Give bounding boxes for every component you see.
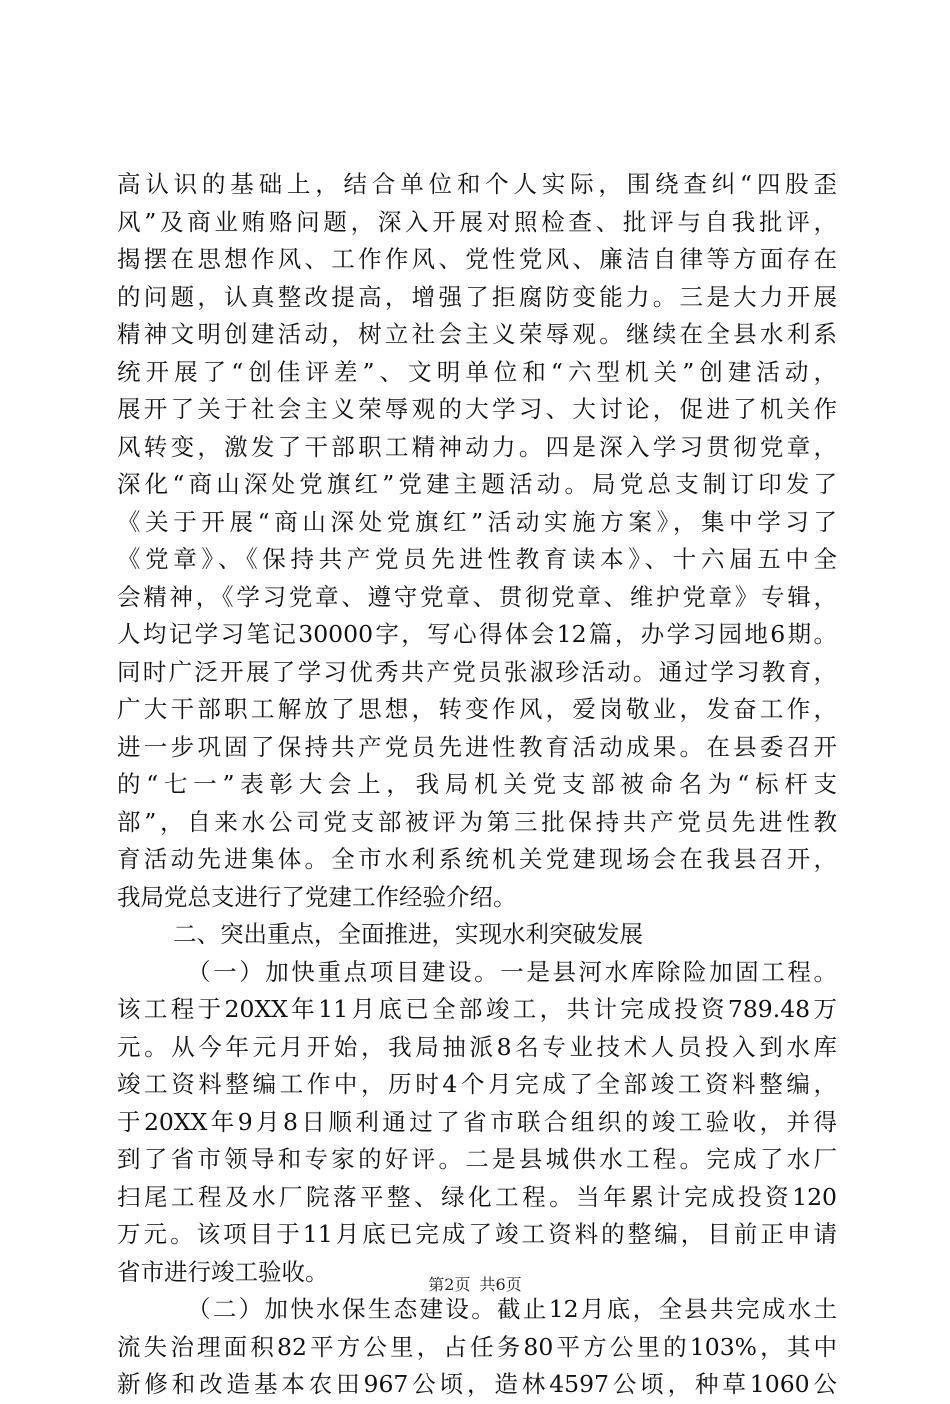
- text-line: 进一步巩固了保持共产党员先进性教育活动成果。在县委召开: [117, 732, 837, 761]
- text-line: 部”，自来水公司党支部被评为第三批保持共产党员先进性教: [117, 807, 837, 836]
- text-line: 流失治理面积82平方公里，占任务80平方公里的103%，其中: [117, 1332, 837, 1361]
- text-line: 到了省市领导和专家的好评。二是县城供水工程。完成了水厂: [117, 1145, 837, 1173]
- text-line: 元。从今年元月开始，我局抽派8名专业技术人员投入到水库: [117, 1032, 837, 1061]
- text-line: 该工程于20XX年11月底已全部竣工，共计完成投资789.48万: [117, 995, 837, 1023]
- text-line: 高认识的基础上，结合单位和个人实际，围绕查纠“四股歪: [117, 170, 837, 198]
- text-line: 的问题，认真整改提高，增强了拒腐防变能力。三是大力开展: [117, 282, 837, 311]
- page-footer: [0, 1272, 950, 1295]
- subsection-heading: （一）加快重点项目建设。一是县河水库除险加固工程。: [187, 957, 837, 986]
- document-body: [117, 166, 837, 1404]
- text-line: 于20XX年9月8日顺利通过了省市联合组织的竣工验收，并得: [117, 1107, 837, 1136]
- text-line: 我局党总支进行了党建工作经验介绍。: [117, 882, 517, 911]
- text-line: 扫尾工程及水厂院落平整、绿化工程。当年累计完成投资120: [117, 1182, 837, 1211]
- text-line: 广大干部职工解放了思想，转变作风，爱岗敬业，发奋工作，: [117, 695, 837, 723]
- text-line: 风转变，激发了干部职工精神动力。四是深入学习贯彻党章，: [117, 432, 837, 461]
- page-total: 共6页: [479, 1275, 522, 1294]
- text-line: 的“七一”表彰大会上，我局机关党支部被命名为“标杆支: [117, 770, 837, 798]
- text-line: 揭摆在思想作风、工作作风、党性党风、廉洁自律等方面存在: [117, 245, 837, 273]
- text-line: 深化“商山深处党旗红”党建主题活动。局党总支制订印发了: [117, 470, 837, 498]
- section-heading: 二、突出重点，全面推进，实现水利突破发展: [173, 920, 643, 948]
- text-line: 人均记学习笔记30000字，写心得体会12篇，办学习园地6期。: [117, 620, 837, 648]
- text-line: 展开了关于社会主义荣辱观的大学习、大讨论，促进了机关作: [117, 395, 837, 423]
- text-line: 育活动先进集体。全市水利系统机关党建现场会在我县召开，: [117, 845, 837, 873]
- text-line: 会精神，《学习党章、遵守党章、贯彻党章、维护党章》专辑，: [117, 582, 837, 611]
- page-number: 第2页: [428, 1275, 471, 1294]
- text-line: 省市进行竣工验收。: [117, 1257, 329, 1286]
- text-line: 统开展了“创佳评差”、文明单位和“六型机关”创建活动，: [117, 357, 837, 386]
- text-line: 同时广泛开展了学习优秀共产党员张淑珍活动。通过学习教育，: [117, 657, 837, 686]
- text-line: 新修和改造基本农田967公顷，造林4597公顷，种草1060公: [117, 1370, 837, 1398]
- text-line: 风”及商业贿赂问题，深入开展对照检查、批评与自我批评，: [117, 207, 837, 236]
- text-line: 《党章》、《保持共产党员先进性教育读本》、十六届五中全: [117, 545, 837, 573]
- subsection-heading: （二）加快水保生态建设。截止12月底，全县共完成水土: [187, 1295, 837, 1323]
- text-line: 精神文明创建活动，树立社会主义荣辱观。继续在全县水利系: [117, 320, 837, 348]
- text-line: 《关于开展“商山深处党旗红”活动实施方案》，集中学习了: [117, 507, 837, 536]
- text-line: 万元。该项目于11月底已完成了竣工资料的整编，目前正申请: [117, 1220, 837, 1248]
- text-line: 竣工资料整编工作中，历时4个月完成了全部竣工资料整编，: [117, 1070, 837, 1098]
